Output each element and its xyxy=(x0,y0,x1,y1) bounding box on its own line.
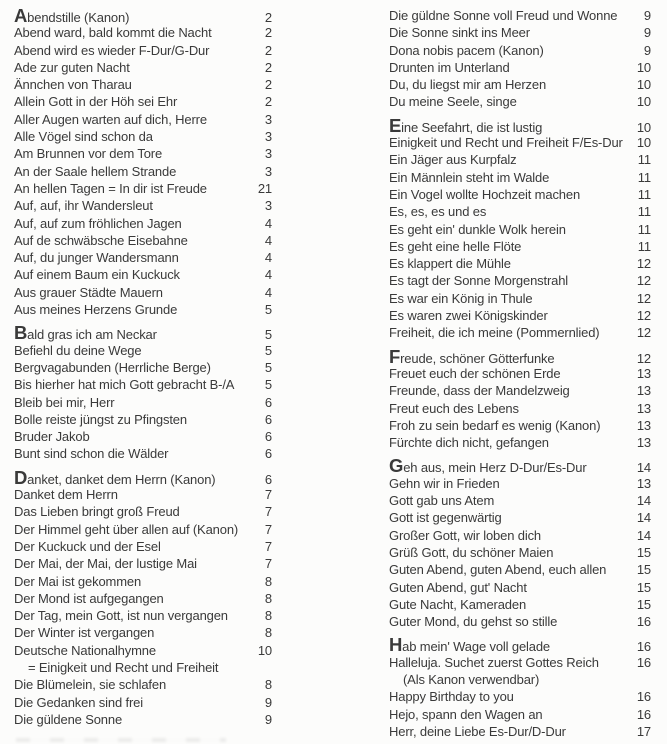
page-number: 4 xyxy=(264,232,272,248)
page-number: 2 xyxy=(264,94,272,110)
song-title: Aus grauer Städte Mauern xyxy=(14,284,163,300)
page-number: 5 xyxy=(264,359,272,375)
index-entry-continuation xyxy=(389,671,651,688)
page-number: 13 xyxy=(636,417,651,433)
song-title: Bergvagabunden (Herrliche Berge) xyxy=(14,359,211,375)
index-entry xyxy=(14,538,272,555)
page-number: 11 xyxy=(637,204,651,220)
index-entry xyxy=(14,394,272,411)
song-title: Auf de schwäbsche Eisebahne xyxy=(14,232,188,248)
song-title: Du meine Seele, singe xyxy=(389,94,517,110)
song-title: Freuet euch der schönen Erde xyxy=(389,365,561,381)
section-letter: D xyxy=(14,466,28,488)
page-number: 8 xyxy=(264,573,272,589)
page-number: 3 xyxy=(264,163,272,179)
scan-artifact xyxy=(16,738,226,742)
index-entry xyxy=(389,134,651,151)
song-title: Drunten im Unterland xyxy=(389,59,510,75)
song-title: Dona nobis pacem (Kanon) xyxy=(389,42,544,58)
page-number: 12 xyxy=(636,325,651,341)
song-title: Es tagt der Sonne Morgenstrahl xyxy=(389,273,569,289)
index-section xyxy=(389,636,651,740)
index-entry xyxy=(389,561,651,578)
index-entry xyxy=(389,59,651,76)
index-entry xyxy=(389,417,651,434)
song-title: Gute Nacht, Kameraden xyxy=(389,596,527,612)
index-entry xyxy=(389,475,651,492)
song-title: (Als Kanon verwendbar) xyxy=(403,671,540,687)
index-entry xyxy=(389,203,651,220)
song-title: Geh aus, mein Herz D-Dur/Es-Dur xyxy=(389,455,587,477)
page-number: 10 xyxy=(636,94,651,110)
page-number: 12 xyxy=(636,256,651,272)
index-entry xyxy=(389,255,651,272)
index-entry xyxy=(14,322,272,344)
song-title: = Einigkeit und Recht und Freiheit xyxy=(28,659,219,675)
index-section xyxy=(14,466,272,728)
song-title: Am Brunnen vor dem Tore xyxy=(14,146,163,162)
page-number: 4 xyxy=(264,215,272,231)
index-entry xyxy=(14,197,272,214)
page-number: 3 xyxy=(264,198,272,214)
page-number: 13 xyxy=(636,475,651,491)
song-title: Abendstille (Kanon) xyxy=(14,5,130,26)
song-title: Freut euch des Lebens xyxy=(389,400,519,416)
song-title: Alle Vögel sind schon da xyxy=(14,129,153,145)
page-number: 14 xyxy=(636,510,651,526)
index-entry xyxy=(14,590,272,607)
page-number: 14 xyxy=(636,460,651,476)
index-entry xyxy=(389,7,651,24)
song-title: Der Mai ist gekommen xyxy=(14,573,142,589)
page-number: 17 xyxy=(636,723,651,739)
index-entry xyxy=(389,654,651,671)
song-title: Großer Gott, wir loben dich xyxy=(389,527,542,543)
section-letter: F xyxy=(389,345,401,367)
page-number: 12 xyxy=(636,290,651,306)
index-section xyxy=(389,7,651,111)
page-number: 9 xyxy=(643,25,651,41)
page-number: 9 xyxy=(643,42,651,58)
index-entry xyxy=(14,145,272,162)
page-number: 11 xyxy=(637,169,651,185)
index-entry xyxy=(389,272,651,289)
page-number: 10 xyxy=(636,77,651,93)
index-entry xyxy=(14,266,272,283)
song-title: Auf, auf, ihr Wandersleut xyxy=(14,198,153,214)
song-title: Die Blümelein, sie schlafen xyxy=(14,677,167,693)
index-section xyxy=(389,345,651,452)
song-title: Es geht ein' dunkle Wolk herein xyxy=(389,221,566,237)
song-title: Guten Abend, gut' Nacht xyxy=(389,579,527,595)
page-number: 11 xyxy=(637,221,651,237)
page-number: 10 xyxy=(636,59,651,75)
song-title: Der Winter ist vergangen xyxy=(14,625,155,641)
page-number: 15 xyxy=(636,562,651,578)
song-title: Auf einem Baum ein Kuckuck xyxy=(14,267,180,283)
song-title: Die güldene Sonne xyxy=(14,711,123,727)
song-title: Gott gab uns Atem xyxy=(389,493,495,509)
index-entry xyxy=(389,400,651,417)
page-number: 5 xyxy=(264,327,272,343)
index-column-left xyxy=(14,7,272,740)
index-entry xyxy=(14,111,272,128)
page-number: 6 xyxy=(264,394,272,410)
page-number: 11 xyxy=(637,238,651,254)
page-number: 8 xyxy=(264,608,272,624)
index-entry xyxy=(14,163,272,180)
index-entry xyxy=(389,345,651,367)
song-title: Die Gedanken sind frei xyxy=(14,694,143,710)
song-title: Hab mein' Wage voll gelade xyxy=(389,634,551,656)
page-number: 10 xyxy=(636,135,651,151)
index-entry xyxy=(389,492,651,509)
song-title: Bolle reiste jüngst zu Pfingsten xyxy=(14,411,187,427)
index-entry xyxy=(14,711,272,728)
song-title: Bruder Jakob xyxy=(14,429,90,445)
song-title: Aller Augen warten auf dich, Herre xyxy=(14,111,207,127)
song-title: Die Sonne sinkt ins Meer xyxy=(389,25,530,41)
index-entry xyxy=(389,76,651,93)
page-number: 4 xyxy=(264,267,272,283)
song-title: Eine Seefahrt, die ist lustig xyxy=(389,114,543,136)
index-entry xyxy=(14,642,272,659)
index-entry xyxy=(14,503,272,520)
page-number: 2 xyxy=(264,42,272,58)
index-entry xyxy=(14,42,272,59)
page-number: 5 xyxy=(264,342,272,358)
page-number: 10 xyxy=(257,642,272,658)
song-title: Freiheit, die ich meine (Pommernlied) xyxy=(389,325,600,341)
page-number: 7 xyxy=(264,556,272,572)
page-number: 14 xyxy=(636,527,651,543)
page-number: 8 xyxy=(264,677,272,693)
index-entry xyxy=(14,486,272,503)
song-title: Guter Mond, du gehst so stille xyxy=(389,614,558,630)
index-entry xyxy=(14,376,272,393)
song-title: Gott ist gegenwärtig xyxy=(389,510,502,526)
index-entry xyxy=(14,359,272,376)
page-number: 15 xyxy=(636,596,651,612)
index-entry xyxy=(14,694,272,711)
song-title: Bunt sind schon die Wälder xyxy=(14,446,169,462)
index-entry xyxy=(389,434,651,451)
page-number: 3 xyxy=(264,129,272,145)
page-number: 13 xyxy=(636,400,651,416)
song-title: Die güldne Sonne voll Freud und Wonne xyxy=(389,8,618,23)
index-entry xyxy=(389,509,651,526)
index-entry xyxy=(14,573,272,590)
song-title: Bis hierher hat mich Gott gebracht B-/A xyxy=(14,377,235,393)
song-title: Der Himmel geht über allen auf (Kanon) xyxy=(14,521,239,537)
song-title: An hellen Tagen = In dir ist Freude xyxy=(14,180,207,196)
index-entry xyxy=(389,93,651,110)
page-number: 12 xyxy=(636,308,651,324)
page-number: 9 xyxy=(264,694,272,710)
page-number: 14 xyxy=(636,493,651,509)
index-entry xyxy=(389,688,651,705)
song-title: Abend wird es wieder F-Dur/G-Dur xyxy=(14,42,210,58)
page-number: 16 xyxy=(636,654,651,670)
song-title: Ännchen von Tharau xyxy=(14,77,132,93)
page-number: 3 xyxy=(264,146,272,162)
index-entry xyxy=(389,324,651,341)
page-number: 2 xyxy=(264,59,272,75)
page-number: 11 xyxy=(637,186,651,202)
index-entry xyxy=(389,596,651,613)
index-entry xyxy=(389,634,651,656)
song-title: Hejo, spann den Wagen an xyxy=(389,706,543,722)
index-entry xyxy=(14,607,272,624)
page-number: 15 xyxy=(636,579,651,595)
page-number: 2 xyxy=(264,10,272,25)
song-title: Der Tag, mein Gott, ist nun vergangen xyxy=(14,608,228,624)
index-entry xyxy=(389,42,651,59)
page-number: 6 xyxy=(264,446,272,462)
page-number: 4 xyxy=(264,284,272,300)
index-entry xyxy=(389,307,651,324)
index-entry xyxy=(14,411,272,428)
page-number: 13 xyxy=(636,435,651,451)
song-title: Abend ward, bald kommt die Nacht xyxy=(14,25,212,41)
index-entry xyxy=(389,723,651,740)
song-title: Ade zur guten Nacht xyxy=(14,59,130,75)
page-number: 9 xyxy=(643,8,651,23)
page-number: 7 xyxy=(264,504,272,520)
song-title: Es geht eine helle Flöte xyxy=(389,238,522,254)
page-number: 10 xyxy=(636,119,651,135)
index-entry xyxy=(389,527,651,544)
page-number: 9 xyxy=(264,711,272,727)
index-entry xyxy=(389,613,651,630)
section-letter: G xyxy=(389,455,404,477)
index-entry xyxy=(14,466,272,488)
page-number: 8 xyxy=(264,590,272,606)
song-title: Froh zu sein bedarf es wenig (Kanon) xyxy=(389,417,601,433)
page-number: 12 xyxy=(636,350,651,366)
index-entry xyxy=(389,238,651,255)
song-title: Befiehl du deine Wege xyxy=(14,342,142,358)
index-section xyxy=(14,7,272,318)
index-entry xyxy=(14,676,272,693)
section-letter: A xyxy=(14,5,28,26)
index-entry xyxy=(389,221,651,238)
index-entry xyxy=(389,151,651,168)
song-title: An der Saale hellem Strande xyxy=(14,163,177,179)
index-entry xyxy=(14,555,272,572)
page-number: 12 xyxy=(636,273,651,289)
page-number: 7 xyxy=(264,521,272,537)
song-title: Happy Birthday to you xyxy=(389,689,514,705)
index-entry xyxy=(14,624,272,641)
index-entry xyxy=(14,521,272,538)
index-entry xyxy=(14,249,272,266)
page-number: 2 xyxy=(264,25,272,41)
song-title: Der Mai, der Mai, der lustige Mai xyxy=(14,556,197,572)
index-entry-continuation xyxy=(14,659,272,676)
song-title: Es war ein König in Thule xyxy=(389,290,533,306)
page-number: 11 xyxy=(637,152,651,168)
index-entry xyxy=(14,232,272,249)
index-entry xyxy=(389,186,651,203)
index-entry xyxy=(14,428,272,445)
index-entry xyxy=(389,579,651,596)
index-column-right xyxy=(389,7,651,740)
song-title: Es, es, es und es xyxy=(389,204,487,220)
song-title: Das Lieben bringt groß Freud xyxy=(14,504,180,520)
index-entry xyxy=(14,301,272,318)
section-letter: E xyxy=(389,114,402,136)
index-entry xyxy=(14,24,272,41)
song-title: Einigkeit und Recht und Freiheit F/Es-Dur xyxy=(389,135,623,151)
song-title: Ein Männlein steht im Walde xyxy=(389,169,550,185)
song-title: Deutsche Nationalhymne xyxy=(14,642,156,658)
index-entry xyxy=(14,342,272,359)
page-number: 6 xyxy=(264,429,272,445)
index-entry xyxy=(14,93,272,110)
page-number: 13 xyxy=(636,383,651,399)
page-number: 6 xyxy=(264,471,272,487)
page-number: 16 xyxy=(636,706,651,722)
index-entry xyxy=(389,382,651,399)
page-number: 8 xyxy=(264,625,272,641)
song-title: Freunde, dass der Mandelzweig xyxy=(389,383,570,399)
song-title: Danket, danket dem Herrn (Kanon) xyxy=(14,466,216,488)
index-entry xyxy=(389,169,651,186)
index-entry xyxy=(14,284,272,301)
song-title: Freude, schöner Götterfunke xyxy=(389,345,555,367)
song-title: Grüß Gott, du schöner Maien xyxy=(389,544,554,560)
song-title: Ein Jäger aus Kurpfalz xyxy=(389,152,517,168)
page-number: 16 xyxy=(636,614,651,630)
page-number: 15 xyxy=(636,544,651,560)
song-title: Halleluja. Suchet zuerst Gottes Reich xyxy=(389,654,599,670)
index-section xyxy=(14,324,272,462)
index-entry xyxy=(389,24,651,41)
page-number: 6 xyxy=(264,411,272,427)
index-entry xyxy=(14,215,272,232)
song-title: Es klappert die Mühle xyxy=(389,256,511,272)
page-number: 16 xyxy=(636,689,651,705)
song-title: Bleib bei mir, Herr xyxy=(14,394,115,410)
section-letter: B xyxy=(14,322,28,344)
index-section xyxy=(389,114,651,342)
song-title: Herr, deine Liebe Es-Dur/D-Dur xyxy=(389,723,566,739)
page-number: 7 xyxy=(264,487,272,503)
song-title: Allein Gott in der Höh sei Ehr xyxy=(14,94,178,110)
page-number: 4 xyxy=(264,250,272,266)
page-number: 5 xyxy=(264,302,272,318)
index-section xyxy=(389,457,651,630)
index-entry xyxy=(14,180,272,197)
song-title: Es waren zwei Königskinder xyxy=(389,308,548,324)
page-number: 2 xyxy=(264,77,272,93)
index-entry xyxy=(14,128,272,145)
song-title: Der Mond ist aufgegangen xyxy=(14,590,164,606)
song-title: Guten Abend, guten Abend, euch allen xyxy=(389,562,607,578)
song-title: Auf, auf zum fröhlichen Jagen xyxy=(14,215,182,231)
index-entry xyxy=(389,290,651,307)
song-title: Der Kuckuck und der Esel xyxy=(14,538,161,554)
page-number: 13 xyxy=(636,365,651,381)
page-number: 7 xyxy=(264,538,272,554)
index-entry xyxy=(389,706,651,723)
index-entry xyxy=(389,544,651,561)
song-title: Bald gras ich am Neckar xyxy=(14,322,157,344)
index-entry xyxy=(14,76,272,93)
song-title: Gehn wir in Frieden xyxy=(389,475,500,491)
song-title: Ein Vogel wollte Hochzeit machen xyxy=(389,186,581,202)
song-title: Auf, du junger Wandersmann xyxy=(14,250,179,266)
index-entry xyxy=(14,445,272,462)
page-number: 16 xyxy=(636,639,651,655)
song-title: Aus meines Herzens Grunde xyxy=(14,302,178,318)
page-number: 3 xyxy=(264,111,272,127)
page-number: 5 xyxy=(264,377,272,393)
index-entry xyxy=(389,455,651,477)
index-entry xyxy=(389,365,651,382)
song-title: Danket dem Herrn xyxy=(14,487,118,503)
section-letter: H xyxy=(389,634,403,656)
song-title: Du, du liegst mir am Herzen xyxy=(389,77,547,93)
page-number: 21 xyxy=(257,180,272,196)
index-entry xyxy=(14,59,272,76)
song-title: Fürchte dich nicht, gefangen xyxy=(389,435,549,451)
index-entry xyxy=(389,114,651,136)
index-entry xyxy=(14,7,272,24)
